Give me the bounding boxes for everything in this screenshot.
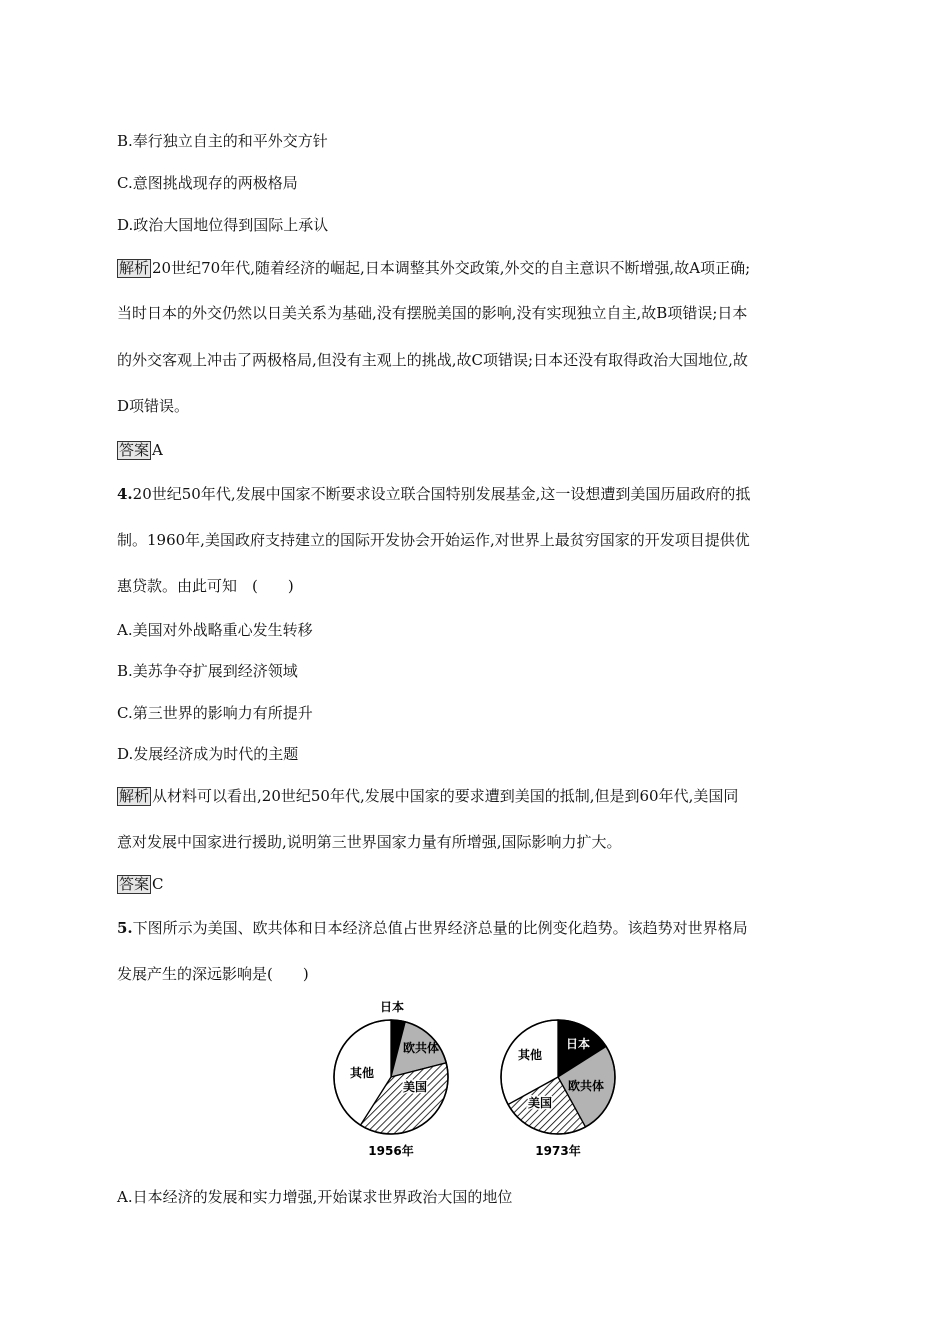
q4-option-b: B.美苏争夺扩展到经济领域 [117, 662, 298, 680]
pie-label: 美国 [402, 1080, 428, 1094]
q3-option-c: C.意图挑战现存的两极格局 [117, 174, 298, 192]
pie-label: 其他 [517, 1048, 543, 1062]
q4-option-a: A.美国对外战略重心发生转移 [117, 621, 313, 639]
analysis-tag: 解析 [119, 787, 150, 805]
q4-analysis-line-2: 意对发展中国家进行援助,说明第三世界国家力量有所增强,国际影响力扩大。 [117, 833, 622, 851]
q4-answer-line [117, 874, 164, 894]
q4-analysis-text: 从材料可以看出,20世纪50年代,发展中国家的要求遭到美国的抵制,但是到60年代,美国同 [152, 787, 739, 805]
q3-option-b: B.奉行独立自主的和平外交方针 [117, 132, 328, 150]
q5-number: 5. [117, 919, 133, 937]
q4-answer: C [152, 875, 164, 893]
q3-analysis-text: 20世纪70年代,随着经济的崛起,日本调整其外交政策,外交的自主意识不断增强,故A项正确; [152, 259, 751, 277]
q4-stem-line-3: 惠贷款。由此可知 ( ) [117, 577, 294, 595]
q4-stem-line-2: 制。1960年,美国政府支持建立的国际开发协会开始运作,对世界上最贫穷国家的开发项目提供优 [117, 531, 750, 549]
pie-label: 欧共体 [567, 1079, 605, 1093]
q5-stem-line-1 [117, 918, 748, 938]
pie-label: 日本 [379, 1000, 405, 1014]
analysis-tag: 解析 [119, 259, 150, 277]
pie-label: 其他 [349, 1066, 375, 1080]
pie-chart-1973 [501, 1020, 615, 1158]
q5-stem-line-2: 发展产生的深远影响是( ) [117, 965, 309, 983]
q4-option-d: D.发展经济成为时代的主题 [117, 745, 299, 763]
q3-analysis-line-4: D项错误。 [117, 397, 190, 415]
pie-label: 日本 [565, 1037, 591, 1051]
pie-label: 欧共体 [402, 1041, 440, 1055]
pie-charts-figure [320, 995, 640, 1165]
q5-option-a: A.日本经济的发展和实力增强,开始谋求世界政治大国的地位 [117, 1188, 513, 1206]
pie-title: 1973年 [535, 1144, 581, 1158]
q4-number: 4. [117, 485, 133, 503]
q4-stem-text: 20世纪50年代,发展中国家不断要求设立联合国特别发展基金,这一设想遭到美国历届政府的抵 [132, 485, 751, 503]
q4-analysis-line-1 [117, 786, 738, 806]
q5-stem-text: 下图所示为美国、欧共体和日本经济总值占世界经济总量的比例变化趋势。该趋势对世界格局 [132, 919, 748, 937]
q3-answer: A [152, 441, 163, 459]
q3-analysis-line-3: 的外交客观上冲击了两极格局,但没有主观上的挑战,故C项错误;日本还没有取得政治大国地位,故 [117, 351, 748, 369]
q3-answer-line [117, 440, 163, 460]
q3-analysis-line-1 [117, 258, 750, 278]
q3-analysis-line-2: 当时日本的外交仍然以日美关系为基础,没有摆脱美国的影响,没有实现独立自主,故B项错误;日本 [117, 304, 748, 322]
pie-chart-1956 [334, 999, 448, 1158]
answer-tag: 答案 [119, 875, 150, 893]
q3-option-d: D.政治大国地位得到国际上承认 [117, 216, 329, 234]
q4-option-c: C.第三世界的影响力有所提升 [117, 704, 313, 722]
q4-stem-line-1 [117, 484, 750, 504]
pie-title: 1956年 [368, 1144, 414, 1158]
answer-tag: 答案 [119, 441, 150, 459]
pie-label: 美国 [527, 1096, 553, 1110]
